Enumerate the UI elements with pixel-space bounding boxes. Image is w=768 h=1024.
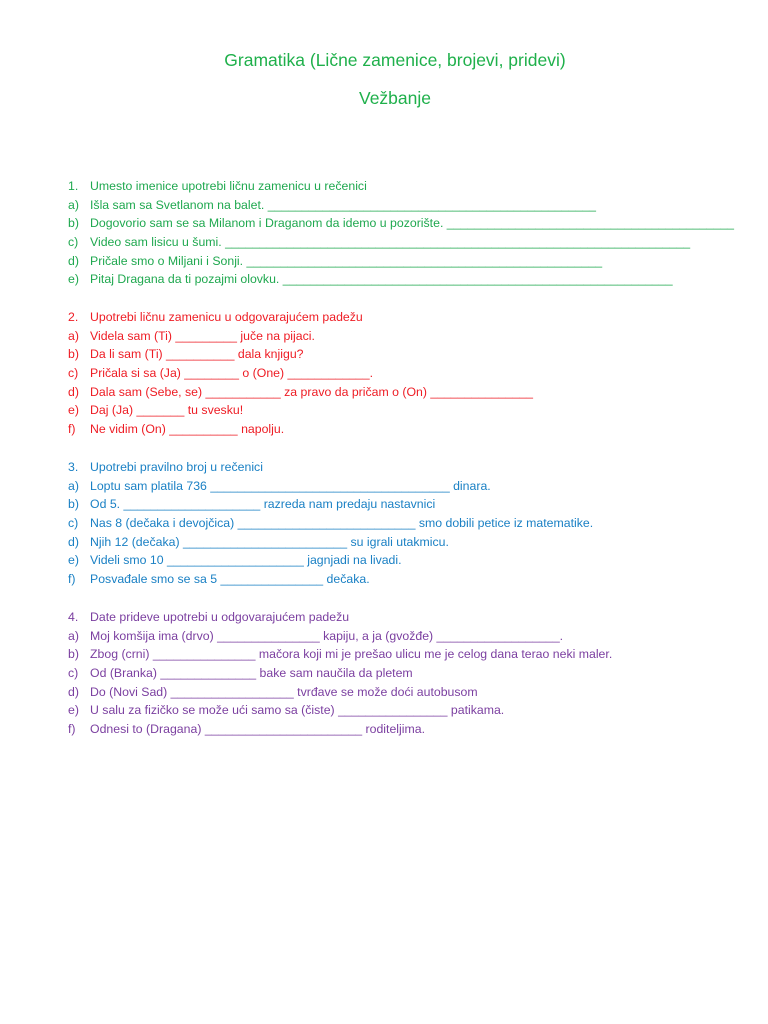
exercise-item [68, 364, 748, 383]
item-sentence: Pričale smo o Miljani i Sonji. ____________________________________________________ [90, 253, 603, 268]
item-sentence: Videli smo 10 ____________________ jagnjadi na livadi. [90, 553, 402, 568]
item-marker: c) [68, 515, 79, 530]
exercise-item [68, 514, 748, 533]
item-sentence: Video sam lisicu u šumi. ____________________________________________________________________ [90, 234, 691, 249]
exercise-4 [68, 608, 748, 739]
item-marker: a) [68, 628, 79, 643]
exercise-item [68, 196, 748, 215]
page-subtitle: Vežbanje [358, 88, 431, 108]
exercise-item [68, 551, 748, 570]
exercise-item [68, 683, 748, 702]
exercise-2 [68, 308, 748, 439]
item-marker: f) [68, 721, 76, 736]
item-marker: e) [68, 703, 79, 718]
item-marker: e) [68, 272, 79, 287]
item-sentence: Zbog (crni) _______________ mačora koji mi je prešao ulicu me je celog dana terao neki maler. [90, 647, 613, 662]
item-sentence: Da li sam (Ti) __________ dala knjigu? [90, 347, 304, 362]
item-sentence: Ne vidim (On) __________ napolju. [90, 421, 285, 436]
exercise-item [68, 645, 748, 664]
item-marker: d) [68, 253, 79, 268]
exercise-heading [68, 608, 748, 627]
exercise-item [68, 270, 748, 289]
item-marker: f) [68, 571, 76, 586]
exercise-number: 2. [68, 310, 79, 324]
item-sentence: Moj komšija ima (drvo) _______________ kapiju, a ja (gvožđe) __________________. [90, 628, 564, 643]
exercise-item [68, 570, 748, 589]
exercise-number: 3. [68, 460, 79, 474]
item-sentence: Posvađale smo se sa 5 _______________ dečaka. [90, 571, 370, 586]
item-sentence: Nas 8 (dečaka i devojčica) __________________________ smo dobili petice iz matematike. [90, 515, 594, 530]
exercise-item [68, 701, 748, 720]
item-marker: a) [68, 328, 79, 343]
item-sentence: Dala sam (Sebe, se) ___________ za pravo da pričam o (On) _______________ [90, 384, 533, 399]
item-sentence: Daj (Ja) _______ tu svesku! [90, 403, 244, 418]
item-sentence: Pričala si sa (Ja) ________ o (One) ____________. [90, 365, 374, 380]
exercise-item [68, 252, 748, 271]
item-marker: d) [68, 684, 79, 699]
exercise-1 [68, 177, 748, 289]
item-sentence: Do (Novi Sad) __________________ tvrđave se može doći autobusom [90, 684, 478, 699]
exercise-heading [68, 458, 748, 477]
item-sentence: Od 5. ____________________ razreda nam predaju nastavnici [90, 497, 436, 512]
exercise-item [68, 401, 748, 420]
exercise-heading [68, 308, 748, 327]
item-sentence: Pitaj Dragana da ti pozajmi olovku. _________________________________________________________ [90, 272, 673, 287]
item-marker: d) [68, 384, 79, 399]
exercise-instruction: Upotrebi pravilno broj u rečenici [90, 460, 263, 474]
exercise-item [68, 664, 748, 683]
exercise-item [68, 345, 748, 364]
exercise-item [68, 627, 748, 646]
item-marker: c) [68, 665, 79, 680]
item-sentence: Od (Branka) ______________ bake sam naučila da pletem [90, 665, 413, 680]
item-sentence: U salu za fizičko se može ući samo sa (čiste) ________________ patikama. [90, 703, 505, 718]
item-marker: d) [68, 534, 79, 549]
exercise-item [68, 420, 748, 439]
exercise-instruction: Date prideve upotrebi u odgovarajućem padežu [90, 610, 350, 624]
item-sentence: Odnesi to (Dragana) _______________________ roditeljima. [90, 721, 425, 736]
exercise-item [68, 327, 748, 346]
item-marker: e) [68, 403, 79, 418]
item-marker: b) [68, 647, 79, 662]
item-marker: e) [68, 553, 79, 568]
item-marker: c) [68, 234, 79, 249]
item-marker: f) [68, 421, 76, 436]
item-sentence: Loptu sam platila 736 ___________________________________ dinara. [90, 478, 491, 493]
exercise-item [68, 533, 748, 552]
item-sentence: Videla sam (Ti) _________ juče na pijaci. [90, 328, 315, 343]
exercise-instruction: Upotrebi ličnu zamenicu u odgovarajućem padežu [90, 310, 363, 324]
exercise-number: 1. [68, 179, 79, 193]
item-sentence: Išla sam sa Svetlanom na balet. ________________________________________________ [90, 197, 596, 212]
exercise-item [68, 495, 748, 514]
exercise-instruction: Umesto imenice upotrebi ličnu zamenicu u rečenici [90, 179, 367, 193]
item-marker: b) [68, 347, 79, 362]
exercise-heading [68, 177, 748, 196]
page-title: Gramatika (Lične zamenice, brojevi, pridevi) [224, 50, 566, 70]
item-marker: a) [68, 197, 79, 212]
exercise-item [68, 214, 748, 233]
item-marker: c) [68, 365, 79, 380]
exercise-item [68, 720, 748, 739]
item-marker: a) [68, 478, 79, 493]
exercise-3 [68, 458, 748, 589]
exercise-item [68, 383, 748, 402]
exercise-number: 4. [68, 610, 79, 624]
item-sentence: Dogovorio sam se sa Milanom i Draganom da idemo u pozorište. __________________________________________ [90, 216, 735, 231]
exercise-item [68, 477, 748, 496]
item-sentence: Njih 12 (dečaka) ________________________ su igrali utakmicu. [90, 534, 449, 549]
item-marker: b) [68, 497, 79, 512]
exercise-item [68, 233, 748, 252]
item-marker: b) [68, 216, 79, 231]
